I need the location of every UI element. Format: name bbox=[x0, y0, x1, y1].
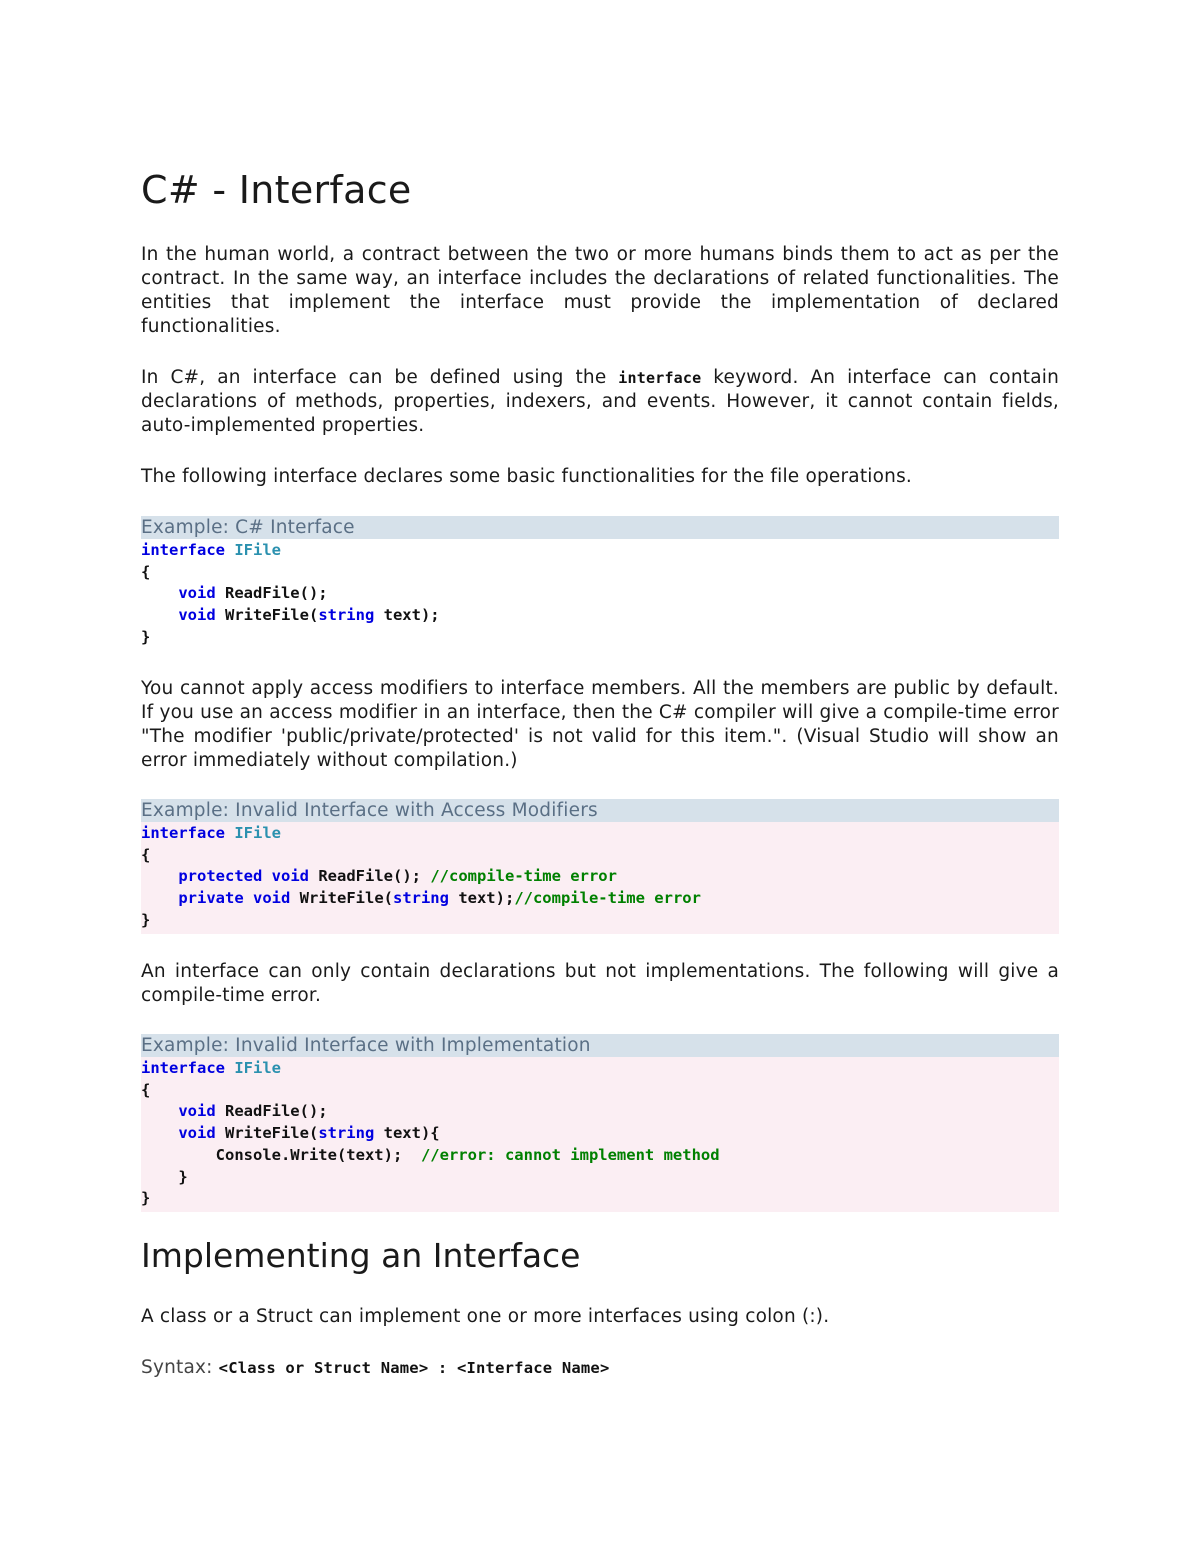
example-header: Example: C# Interface bbox=[141, 516, 1059, 539]
code-text bbox=[141, 889, 178, 907]
code-keyword: interface bbox=[141, 1059, 225, 1077]
paragraph-text: keyword. An interface can contain declarations of methods, properties, indexers, and events. However, it cannot contain fields, auto-implemented properties. bbox=[141, 367, 1059, 436]
code-listing bbox=[141, 1057, 1059, 1212]
interface-keyword-paragraph bbox=[141, 366, 1059, 438]
code-text: } bbox=[141, 910, 151, 929]
code-line bbox=[141, 889, 701, 907]
code-text: ReadFile(); bbox=[215, 1102, 328, 1121]
code-text bbox=[141, 584, 178, 602]
code-line bbox=[141, 867, 617, 885]
code-comment: //compile-time error bbox=[430, 867, 617, 886]
code-keyword: interface bbox=[141, 824, 225, 842]
code-text: text); bbox=[448, 889, 515, 908]
code-line bbox=[141, 1168, 188, 1186]
file-operations-paragraph: The following interface declares some basic functionalities for the file operations. bbox=[141, 466, 912, 487]
code-type: IFile bbox=[234, 541, 282, 559]
code-line bbox=[141, 541, 281, 559]
code-text bbox=[225, 541, 234, 559]
code-line bbox=[141, 628, 150, 646]
example-implementation-block bbox=[141, 1034, 1059, 1212]
code-text: { bbox=[141, 845, 151, 864]
code-text: } bbox=[141, 627, 151, 646]
code-text bbox=[141, 606, 178, 624]
example-header: Example: Invalid Interface with Implementation bbox=[141, 1034, 1059, 1057]
code-keyword: string bbox=[318, 1124, 375, 1143]
code-line bbox=[141, 911, 150, 929]
code-text bbox=[141, 867, 178, 885]
code-keyword: string bbox=[318, 606, 375, 625]
example-header: Example: Invalid Interface with Access Modifiers bbox=[141, 799, 1059, 822]
section-heading: Implementing an Interface bbox=[141, 1236, 581, 1275]
code-line bbox=[141, 1189, 150, 1207]
code-line bbox=[141, 584, 328, 602]
code-text: } bbox=[141, 1189, 151, 1208]
code-text bbox=[225, 1059, 234, 1077]
code-keyword: private bbox=[178, 889, 244, 908]
code-line bbox=[141, 606, 440, 624]
code-keyword: void bbox=[178, 1124, 216, 1143]
code-keyword: void bbox=[178, 606, 216, 625]
code-text bbox=[141, 1102, 178, 1120]
syntax-code: <Class or Struct Name> : <Interface Name> bbox=[218, 1359, 610, 1377]
code-line bbox=[141, 824, 281, 842]
implement-paragraph: A class or a Struct can implement one or more interfaces using colon (:). bbox=[141, 1306, 830, 1327]
code-line bbox=[141, 846, 150, 864]
access-modifiers-paragraph: You cannot apply access modifiers to interface members. All the members are public by default. If you use an access modifier in an interface, then the C# compiler will give a compile-time error "The modifier 'public/private/protected' is not valid for this item.". (Visual Studio will show an error immediately without compilation.) bbox=[141, 678, 1059, 771]
code-text: ReadFile(); bbox=[215, 584, 328, 603]
code-line bbox=[141, 1124, 440, 1142]
inline-code-keyword: interface bbox=[618, 369, 702, 387]
code-comment: //compile-time error bbox=[514, 889, 701, 908]
code-keyword: interface bbox=[141, 541, 225, 559]
code-text: } bbox=[141, 1167, 188, 1186]
code-type: IFile bbox=[234, 824, 282, 842]
code-text bbox=[141, 1124, 178, 1142]
code-text: { bbox=[141, 1080, 151, 1099]
paragraph-text: In C#, an interface can be defined using the bbox=[141, 367, 619, 388]
code-line bbox=[141, 1102, 328, 1120]
code-keyword: void bbox=[178, 1102, 216, 1121]
example-access-modifiers-block bbox=[141, 799, 1059, 934]
code-text bbox=[262, 867, 271, 885]
code-text: Console.Write(text); bbox=[141, 1145, 421, 1164]
code-text: WriteFile( bbox=[215, 606, 319, 625]
code-listing bbox=[141, 539, 1059, 651]
code-line bbox=[141, 563, 150, 581]
code-keyword: protected bbox=[178, 867, 263, 886]
syntax-line bbox=[141, 1356, 1059, 1380]
code-text: text){ bbox=[374, 1124, 440, 1143]
code-text: ReadFile(); bbox=[309, 867, 431, 886]
code-keyword: void bbox=[271, 867, 309, 886]
code-text bbox=[244, 889, 253, 907]
code-listing bbox=[141, 822, 1059, 934]
code-line bbox=[141, 1059, 281, 1077]
code-text: WriteFile( bbox=[290, 889, 393, 908]
code-text: { bbox=[141, 562, 151, 581]
code-text bbox=[225, 824, 234, 842]
code-comment: //error: cannot implement method bbox=[420, 1145, 720, 1164]
implementation-note-paragraph: An interface can only contain declarations but not implementations. The following will give a compile-time error. bbox=[141, 961, 1059, 1006]
code-line bbox=[141, 1146, 720, 1164]
code-line bbox=[141, 1081, 150, 1099]
code-text: text); bbox=[374, 606, 440, 625]
code-keyword: void bbox=[253, 889, 291, 908]
page-title: C# - Interface bbox=[141, 168, 412, 212]
syntax-label: Syntax: bbox=[141, 1357, 219, 1378]
example-interface-block bbox=[141, 516, 1059, 651]
code-text: WriteFile( bbox=[215, 1124, 319, 1143]
code-keyword: string bbox=[392, 889, 449, 908]
code-keyword: void bbox=[178, 584, 216, 603]
code-type: IFile bbox=[234, 1059, 282, 1077]
intro-paragraph: In the human world, a contract between the two or more humans binds them to act as per the contract. In the same way, an interface includes the declarations of related functionalities. The entities that implement the interface must provide the implementation of declared functionalities. bbox=[141, 244, 1059, 337]
